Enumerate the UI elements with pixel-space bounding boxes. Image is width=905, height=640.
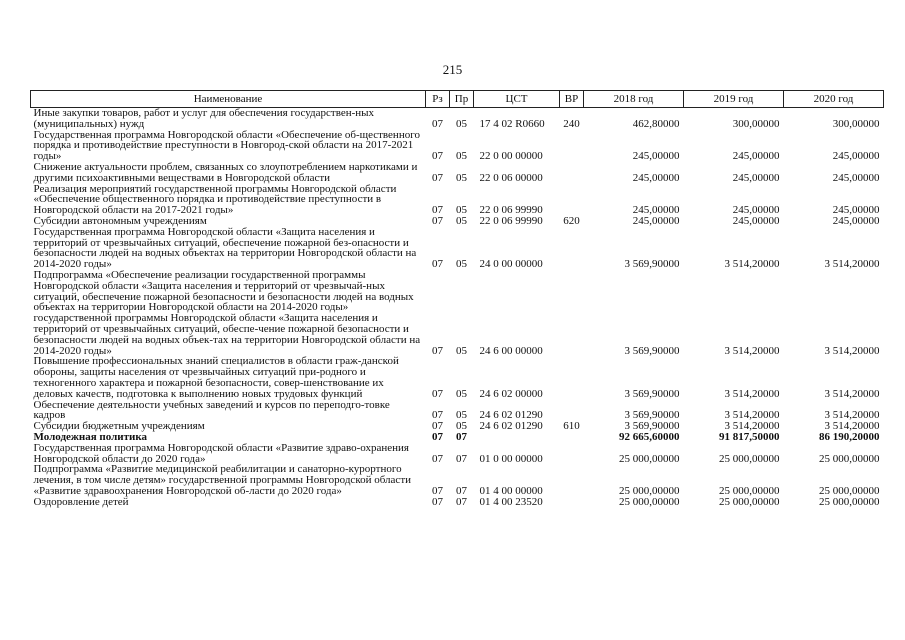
column-header-2020: 2020 год [784, 91, 884, 108]
pr-cell: 07 [456, 484, 467, 497]
rz-cell: 07 [432, 430, 443, 443]
value-2019-cell: 25 000,00000 [719, 495, 780, 508]
column-header-2019: 2019 год [684, 91, 784, 108]
value-2018-cell: 3 569,90000 [624, 258, 680, 271]
value-2019-cell: 25 000,00000 [719, 452, 780, 465]
pr-cell: 05 [456, 150, 467, 163]
cst-cell: 01 0 00 00000 [479, 452, 543, 465]
cst-cell: 24 6 02 01290 [479, 420, 543, 433]
cst-cell: 01 4 00 00000 [479, 484, 543, 497]
pr-cell: 07 [456, 495, 467, 508]
rz-cell: 07 [432, 495, 443, 508]
value-2019-cell: 91 817,50000 [719, 430, 780, 443]
value-2019-cell: 25 000,00000 [719, 484, 780, 497]
name-cell: Оздоровление детей [33, 495, 129, 508]
name-cell: Подпрограмма «Обеспечение реализации государственной программы Новгородской области «Защита населения и территорий от чрезвычай-ных ситуаций, обеспечение пожарной безопасности и безопасности людей на водных объектах на территории Новгородской области на 2014-2020 годы» государственной программы Новгородской области «Защита населения и территорий от чрезвычайных ситуаций, обеспе-чение пожарной безопасности и безопасности людей на водных объек-тах на территории Новгородской области на 2014-2020 годы» [33, 268, 421, 357]
value-2020-cell: 3 514,20000 [824, 409, 880, 422]
value-2019-cell: 245,00000 [732, 171, 780, 184]
value-2020-cell: 25 000,00000 [819, 495, 880, 508]
pr-cell: 05 [456, 387, 467, 400]
cst-cell: 17 4 02 R0660 [479, 117, 545, 130]
value-2019-cell: 245,00000 [732, 214, 780, 227]
value-2019-cell: 3 514,20000 [724, 420, 780, 433]
table-row [31, 108, 884, 130]
value-2020-cell: 3 514,20000 [824, 344, 880, 357]
pr-cell: 05 [456, 171, 467, 184]
vr-cell [560, 130, 584, 162]
table-row [31, 497, 884, 508]
name-cell: Государственная программа Новгородской области «Обеспечение об-щественного порядка и противодействие преступности в Новгород-ской области на 2017-2021 годы» [33, 128, 420, 163]
value-2018-cell: 245,00000 [632, 150, 680, 163]
vr-cell [560, 443, 584, 465]
name-cell: Государственная программа Новгородской области «Развитие здраво-охранения Новгородской области до 2020 года» [33, 441, 409, 465]
table-row [31, 130, 884, 162]
value-2018-cell: 245,00000 [632, 204, 680, 217]
value-2020-cell: 25 000,00000 [819, 484, 880, 497]
vr-cell: 610 [563, 420, 580, 433]
table-row [31, 184, 884, 216]
vr-cell [560, 184, 584, 216]
value-2018-cell: 3 569,90000 [624, 344, 680, 357]
table-row [31, 464, 884, 496]
rz-cell: 07 [432, 258, 443, 271]
value-2020-cell: 86 190,20000 [819, 430, 880, 443]
header-row [31, 91, 884, 108]
rz-cell: 07 [432, 484, 443, 497]
pr-cell: 05 [456, 344, 467, 357]
vr-cell [560, 162, 584, 184]
rz-cell: 07 [432, 204, 443, 217]
name-cell: Снижение актуальности проблем, связанных со злоупотреблением наркотиками и другими психоактивными веществами в Новгородской области [33, 160, 418, 184]
name-cell: Государственная программа Новгородской области «Защита населения и территорий от чрезвычайных ситуаций, обеспечение пожарной без-опасности и безопасности людей на водных объектах на территории Новгородской области на 2014-2020 годы» [33, 225, 417, 271]
value-2019-cell: 245,00000 [732, 150, 780, 163]
rz-cell: 07 [432, 150, 443, 163]
rz-cell: 07 [432, 214, 443, 227]
name-cell: Субсидии бюджетным учреждениям [33, 420, 205, 433]
value-2019-cell: 3 514,20000 [724, 344, 780, 357]
cst-cell: 24 6 00 00000 [479, 344, 543, 357]
value-2019-cell: 3 514,20000 [724, 409, 780, 422]
cst-cell: 24 0 00 00000 [479, 258, 543, 271]
vr-cell [560, 432, 584, 443]
column-header-2018: 2018 год [584, 91, 684, 108]
pr-cell: 05 [456, 214, 467, 227]
value-2020-cell: 3 514,20000 [824, 387, 880, 400]
table-row [31, 443, 884, 465]
pr-cell: 07 [456, 452, 467, 465]
table-row [31, 356, 884, 399]
value-2018-cell: 25 000,00000 [619, 495, 680, 508]
rz-cell: 07 [432, 344, 443, 357]
table-row [31, 227, 884, 270]
vr-cell: 620 [563, 214, 580, 227]
table-row [31, 270, 884, 356]
vr-cell [560, 356, 584, 399]
value-2020-cell: 245,00000 [832, 171, 880, 184]
cst-cell: 22 0 06 99990 [479, 204, 543, 217]
value-2018-cell: 3 569,90000 [624, 387, 680, 400]
rz-cell: 07 [432, 117, 443, 130]
value-2018-cell: 25 000,00000 [619, 452, 680, 465]
value-2019-cell: 300,00000 [732, 117, 780, 130]
value-2019-cell: 245,00000 [732, 204, 780, 217]
vr-cell [560, 497, 584, 508]
value-2018-cell: 462,80000 [632, 117, 680, 130]
value-2018-cell: 25 000,00000 [619, 484, 680, 497]
value-2019-cell: 3 514,20000 [724, 258, 780, 271]
cst-cell: 22 0 06 99990 [479, 214, 543, 227]
pr-cell: 05 [456, 117, 467, 130]
rz-cell: 07 [432, 387, 443, 400]
vr-cell [560, 400, 584, 422]
value-2020-cell: 25 000,00000 [819, 452, 880, 465]
column-header-pr: Пр [450, 91, 474, 108]
cst-cell: 22 0 00 00000 [479, 150, 543, 163]
rz-cell: 07 [432, 171, 443, 184]
vr-cell [560, 270, 584, 356]
value-2020-cell: 3 514,20000 [824, 420, 880, 433]
value-2018-cell: 92 665,60000 [619, 430, 680, 443]
table-body [31, 108, 884, 508]
value-2018-cell: 3 569,90000 [624, 409, 680, 422]
value-2018-cell: 3 569,90000 [624, 420, 680, 433]
pr-cell: 05 [456, 420, 467, 433]
name-cell: Субсидии автономным учреждениям [33, 214, 207, 227]
vr-cell [560, 227, 584, 270]
value-2019-cell: 3 514,20000 [724, 387, 780, 400]
name-cell: Молодежная политика [33, 430, 148, 443]
name-cell: Подпрограмма «Развитие медицинской реабилитации и санаторно-курортного лечения, в том числе детям» государственной программы Новгородской области «Развитие здравоохранения Новгородской об-ласти до 2020 года» [33, 463, 412, 497]
pr-cell: 05 [456, 409, 467, 422]
table-row [31, 400, 884, 422]
name-cell: Иные закупки товаров, работ и услуг для обеспечения государствен-ных (муниципальных) нужд [33, 107, 375, 130]
vr-cell: 240 [563, 117, 580, 130]
cst-cell: 24 6 02 01290 [479, 409, 543, 422]
budget-table [30, 90, 884, 507]
pr-cell: 05 [456, 258, 467, 271]
name-cell: Повышение профессиональных знаний специалистов в области граж-данской обороны, защиты населения от чрезвычайных ситуаций при-родного и техногенного характера и пожарной безопасности, совер-шенствование их деловых качеств, подготовка к выполнению новых трудовых функций [33, 355, 399, 400]
page-number: 215 [442, 62, 463, 77]
value-2020-cell: 3 514,20000 [824, 258, 880, 271]
value-2020-cell: 245,00000 [832, 214, 880, 227]
value-2020-cell: 245,00000 [832, 150, 880, 163]
name-cell: Обеспечение деятельности учебных заведений и курсов по переподго-товке кадров [33, 398, 390, 422]
value-2020-cell: 300,00000 [832, 117, 880, 130]
cst-cell: 24 6 02 00000 [479, 387, 543, 400]
column-header-cst: ЦСТ [474, 91, 560, 108]
column-header-vr: ВР [560, 91, 584, 108]
value-2018-cell: 245,00000 [632, 214, 680, 227]
value-2020-cell: 245,00000 [832, 204, 880, 217]
rz-cell: 07 [432, 420, 443, 433]
rz-cell: 07 [432, 452, 443, 465]
pr-cell: 07 [456, 430, 467, 443]
name-cell: Реализация мероприятий государственной программы Новгородской области «Обеспечение общественного порядка и противодействие преступности в Новгородской области на 2017-2021 годы» [33, 182, 397, 217]
rz-cell: 07 [432, 409, 443, 422]
column-header-rz: Рз [426, 91, 450, 108]
cst-cell [474, 432, 560, 443]
pr-cell: 05 [456, 204, 467, 217]
table-row [31, 162, 884, 184]
column-header-name: Наименование [31, 91, 426, 108]
value-2018-cell: 245,00000 [632, 171, 680, 184]
vr-cell [560, 464, 584, 496]
cst-cell: 01 4 00 23520 [479, 495, 543, 508]
cst-cell: 22 0 06 00000 [479, 171, 543, 184]
